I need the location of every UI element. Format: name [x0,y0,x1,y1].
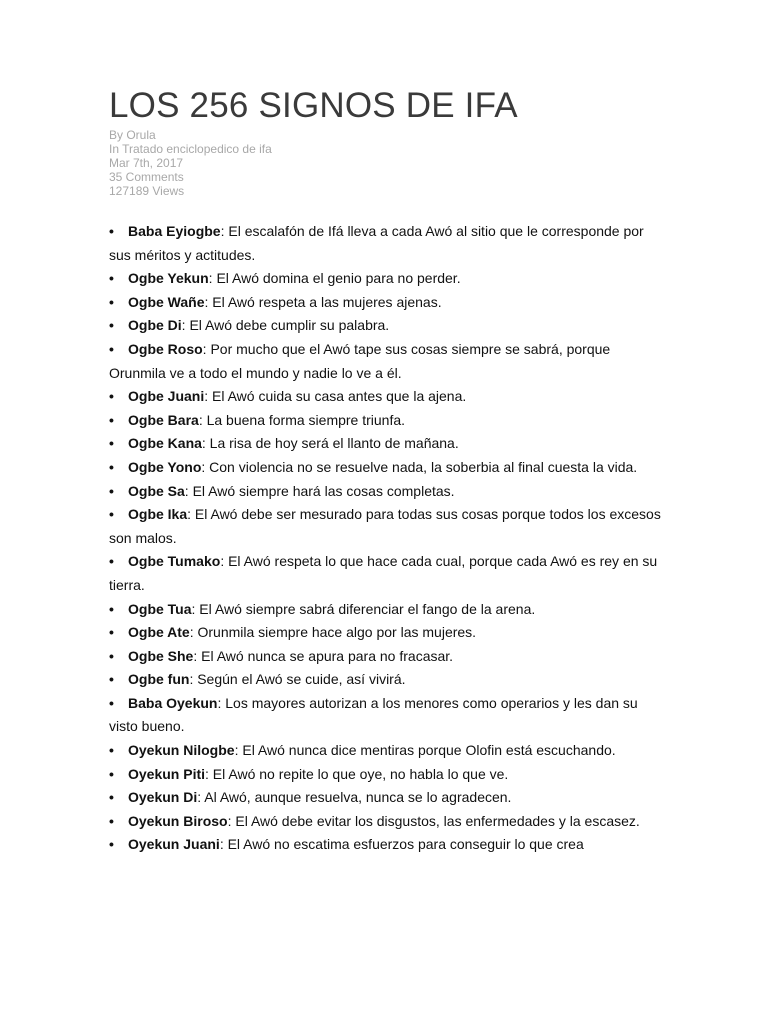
list-item [109,810,669,834]
bullet-icon: • [109,742,114,759]
document-title: LOS 256 SIGNOS DE IFA [109,86,518,125]
list-item [109,739,669,763]
list-item [109,763,669,787]
meta-category: In Tratado enciclopedico de ifa [109,142,272,156]
bullet-icon: • [109,836,114,853]
list-item [109,621,669,645]
bullet-icon: • [109,694,114,711]
bullet-icon: • [109,317,114,334]
sign-name: Ogbe She [128,647,194,664]
signs-list [109,220,669,857]
list-item [109,220,669,267]
sign-name: Ogbe Ika [128,506,188,523]
sign-name: Baba Eyiogbe [128,223,221,239]
list-item [109,480,669,504]
sign-description: : Al Awó, aunque resuelva, nunca se lo agradecen. [197,789,512,806]
sign-description: : Con violencia no se resuelve nada, la soberbia al final cuesta la vida. [201,458,638,475]
sign-name: Ogbe Kana [128,435,202,452]
list-item [109,598,669,622]
bullet-icon: • [109,812,114,829]
sign-name: Ogbe Roso [128,340,203,357]
list-item [109,291,669,315]
list-item [109,503,669,550]
list-item [109,833,669,857]
bullet-icon: • [109,671,114,688]
sign-name: Ogbe Tumako [128,553,221,570]
sign-name: Ogbe Wañe [128,293,205,310]
sign-description: : El Awó respeta a las mujeres ajenas. [204,293,442,310]
sign-name: Oyekun Juani [128,836,220,853]
sign-name: Baba Oyekun [128,694,218,711]
sign-name: Ogbe Tua [128,600,192,617]
sign-description: : Los mayores autorizan a los menores como operarios y les dan su visto bueno. [109,694,638,735]
list-item [109,385,669,409]
sign-description: : La buena forma siempre triunfa. [198,411,406,428]
sign-name: Oyekun Di [128,789,198,806]
sign-description: : El Awó domina el genio para no perder. [208,270,461,287]
bullet-icon: • [109,388,114,405]
list-item [109,668,669,692]
sign-description: : El Awó siempre hará las cosas completas. [184,482,455,499]
sign-name: Ogbe Di [128,317,182,334]
sign-name: Oyekun Nilogbe [128,742,235,759]
list-item [109,786,669,810]
bullet-icon: • [109,223,114,239]
sign-description: : El Awó respeta lo que hace cada cual, porque cada Awó es rey en su tierra. [109,553,658,593]
list-item [109,314,669,338]
meta-views: 127189 Views [109,184,185,198]
meta-date: Mar 7th, 2017 [109,156,184,170]
sign-name: Ogbe Juani [128,388,205,405]
bullet-icon: • [109,293,114,310]
sign-name: Ogbe Sa [128,482,185,499]
sign-description: : El Awó debe evitar los disgustos, las enfermedades y la escasez. [227,812,640,829]
sign-name: Ogbe Yekun [128,270,209,287]
sign-description: : El Awó debe cumplir su palabra. [181,317,390,334]
sign-description: : El Awó debe ser mesurado para todas sus cosas porque todos los excesos son malos. [109,506,661,546]
sign-description: : El escalafón de Ifá lleva a cada Awó al sitio que le corresponde por sus méritos y actitudes. [109,223,644,263]
bullet-icon: • [109,506,114,523]
bullet-icon: • [109,600,114,617]
meta-comments: 35 Comments [109,170,184,184]
list-item [109,550,669,597]
sign-description: : Según el Awó se cuide, así vivirá. [189,671,406,688]
bullet-icon: • [109,435,114,452]
list-item [109,432,669,456]
bullet-icon: • [109,458,114,475]
bullet-icon: • [109,340,114,357]
bullet-icon: • [109,553,114,570]
sign-name: Oyekun Biroso [128,812,228,829]
sign-name: Oyekun Piti [128,765,206,782]
bullet-icon: • [109,624,114,641]
sign-description: : El Awó no escatima esfuerzos para conseguir lo que crea [219,836,584,853]
sign-description: : Por mucho que el Awó tape sus cosas siempre se sabrá, porque Orunmila ve a todo el mundo y nadie lo ve a él. [109,340,611,381]
bullet-icon: • [109,411,114,428]
sign-description: : El Awó siempre sabrá diferenciar el fango de la arena. [191,600,536,617]
bullet-icon: • [109,789,114,806]
sign-description: : Orunmila siempre hace algo por las mujeres. [189,624,477,641]
sign-name: Ogbe fun [128,671,190,688]
list-item [109,692,669,739]
sign-description: : El Awó no repite lo que oye, no habla lo que ve. [205,765,509,782]
sign-name: Ogbe Yono [128,458,202,475]
sign-name: Ogbe Bara [128,411,199,428]
bullet-icon: • [109,765,114,782]
meta-author: By Orula [109,128,156,142]
sign-description: : El Awó nunca se apura para no fracasar. [193,647,454,664]
document-page [109,84,669,857]
sign-description: : El Awó cuida su casa antes que la ajena. [204,388,467,405]
sign-name: Ogbe Ate [128,624,190,641]
list-item [109,338,669,385]
document-meta [109,128,669,198]
sign-description: : La risa de hoy será el llanto de mañana. [201,435,459,452]
list-item [109,409,669,433]
sign-description: : El Awó nunca dice mentiras porque Olofin está escuchando. [234,742,616,759]
bullet-icon: • [109,647,114,664]
bullet-icon: • [109,270,114,287]
list-item [109,645,669,669]
bullet-icon: • [109,482,114,499]
list-item [109,456,669,480]
list-item [109,267,669,291]
